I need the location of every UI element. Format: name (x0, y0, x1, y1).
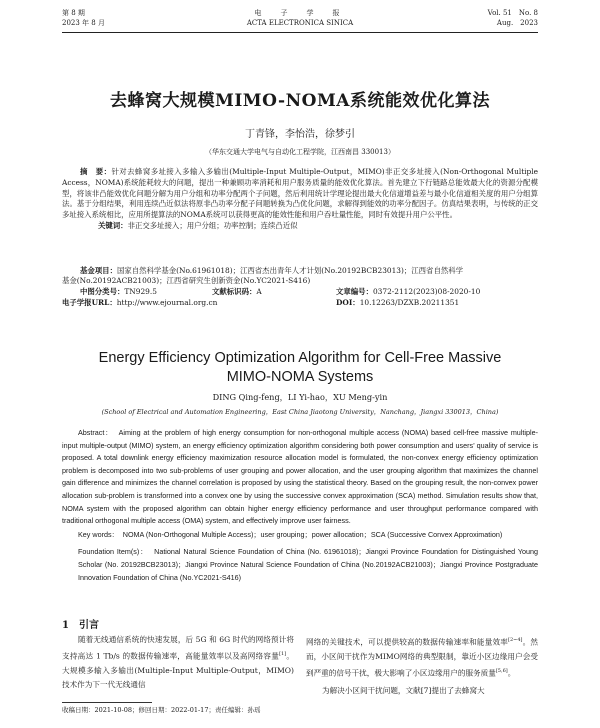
foundation-en (78, 546, 538, 584)
keywords-en-text: NOMA (Non-Orthogonal Multiple Access)；user grouping；power allocation；SCA (Successive Convex Approximation) (122, 529, 503, 539)
intro-text-1: 随着无线通信系统的快速发展，后 5G 和 6G 时代的网络预计将支持高达 1 Tb/s 的数据传输速率，高能量效率以及高网络容量 (62, 635, 294, 661)
clc-label: 中图分类号： (80, 287, 125, 296)
footnote-rule (62, 702, 152, 703)
volume: Vol. 51 No. 8 (487, 9, 538, 17)
intro-text-3: 网络的关键技术，可以提供较高的数据传输速率和能量效率 (306, 637, 509, 647)
abstract-en-label: Abstract： (78, 428, 114, 437)
doi-label: DOI： (336, 298, 360, 307)
url-label: 电子学报URL： (62, 298, 117, 307)
doc-code-label: 文献标识码： (212, 287, 257, 296)
intro-text-4: 。然而，小区间干扰作为MIMO网络的典型限制，靠近小区边缘用户会受到严重的信号干扰，极大影响了小区边缘用户的服务质量 (306, 637, 539, 678)
running-header (62, 8, 538, 32)
fund-label: 基金项目： (80, 266, 117, 275)
keywords-cn (80, 221, 538, 232)
doc-code-value: A (256, 287, 262, 296)
doi-line (336, 298, 459, 308)
header-right (488, 8, 538, 28)
keywords-en-label: Key words： (78, 529, 119, 539)
header-rule (62, 32, 538, 33)
intro-paragraph-2: 为解决小区间干扰问题，文献[7]提出了去蜂窝大 (322, 686, 485, 696)
abstract-cn (62, 167, 538, 232)
title-en-line-2: MIMO-NOMA Systems (226, 369, 374, 385)
article-no-line (336, 287, 480, 297)
abstract-cn-label: 摘 要： (80, 167, 112, 176)
keywords-en (78, 529, 538, 542)
intro-text-5: 。 (507, 668, 516, 678)
abstract-en-text: Aiming at the problem of high energy consumption for non-orthogonal multiple access (NOMA) based cell-free massive multiple-input multiple-output (MIMO) system, an energy efficiency optimization algorithm considering both power consumption and users’ quality of service is proposed. A total downlink energy efficiency maximization resource allocation model is formulated, the non-convex energy efficiency optimization problem is decomposed into two sub-problems of user grouping and power allocation, and the user grouping algorithm that maximizes the channel gain difference and minimizes the channel correlation is proposed by using the statistical theory. Based on the grouping result, the non-convex power allocation sub-problem is transformed into a convex one by using the successive convex approximation (SCA) method. Simulation results show that, NOMA system with the proposed algorithm can obtain higher energy efficiency performance and user throughput performance compared with traditional orthogonal multiple access (OMA) system, and effectively improve user fairness. (62, 428, 538, 526)
doi-value[interactable]: 10.12263/DZXB.20211351 (359, 298, 460, 307)
keywords-cn-label: 关键词： (98, 220, 128, 230)
journal-name-cn: 电 子 学 报 (254, 9, 346, 17)
fund-line-2 (62, 276, 310, 286)
title-en-line-1: Energy Efficiency Optimization Algorithm for Cell-Free Massive (98, 350, 502, 366)
intro-text-2: 。大规模多输入多输出(Multiple-Input Multiple-Output，MIMO)技术作为下一代无线通信 (62, 651, 295, 689)
fund-text-1: 国家自然科学基金(No.61961018)；江西省杰出青年人才计划(No.20192BCB23013)；江西省自然科学 (116, 266, 464, 275)
section-1-heading: 1 引言 (62, 620, 99, 631)
clc-line (80, 287, 157, 297)
abstract-en (62, 427, 538, 584)
abstract-cn-paragraph (62, 167, 538, 221)
affiliation-en: (School of Electrical and Automation Engineering，East China Jiaotong University，Nanchang，Jiangxi 330013，China) (101, 408, 499, 416)
journal-url[interactable]: http://www.ejournal.org.cn (116, 298, 218, 307)
intro-paragraph-1 (62, 633, 294, 692)
footnote: 收稿日期：2021-10-08；修回日期：2022-01-17；责任编辑：孙瑶 (62, 706, 261, 714)
fund-text-2: 基金(No.20192ACB21003)；江西省研究生创新资金(No.YC2021-S416) (62, 276, 311, 285)
foundation-en-text: National Natural Science Foundation of China (No. 61961018)；Jiangxi Province Foundation for Distinguished Young Scholar (No. 20192BCB23013)；Jiangxi Province Natural Science Foundation of China (No.20192ACB21003)；Jiangxi Province Postgraduate Innovation Foundation of China (No.YC2021-S416) (78, 547, 538, 582)
date-cn: 2023 年 8 月 (62, 19, 105, 27)
citation-2-4[interactable]: [2~4] (508, 637, 523, 643)
fund-line-1 (80, 266, 463, 276)
header-center (62, 8, 538, 28)
foundation-en-label: Foundation Item(s)： (78, 547, 149, 557)
abstract-en-paragraph (62, 427, 538, 528)
article-no-label: 文章编号： (336, 287, 373, 296)
keywords-cn-text: 非正交多址接入；用户分组；功率控制；连续凸近似 (127, 220, 298, 230)
title-en (40, 349, 560, 387)
intro-paragraph-1-cont (306, 633, 538, 680)
body-column-right (306, 633, 538, 698)
issue-cn: 第 8 期 (62, 9, 85, 17)
clc-value: TN929.5 (124, 287, 157, 296)
article-no-value: 0372-2112(2023)08-2020-10 (372, 287, 481, 296)
journal-name-en: ACTA ELECTRONICA SINICA (246, 19, 354, 27)
title-cn: 去蜂窝大规模MIMO-NOMA系统能效优化算法 (110, 91, 490, 111)
affiliation-cn: （华东交通大学电气与自动化工程学院，江西南昌 330013） (205, 148, 395, 156)
url-line (62, 298, 217, 308)
abstract-cn-text: 针对去蜂窝多址接入多输入多输出(Multiple-Input Multiple-Output，MIMO)非正交多址接入(Non-Orthogonal Multiple Access，NOMA)系统能耗较大的问题，提出一种兼顾功率消耗和用户服务质量的能效优化算法。首先建立下行链路总能效最大化的资源分配模型，将该非凸能效优化问题分解为用户分组和功率分配两个子问题，然后利用统计学理论提出最大化信道增益差与最小化信道相关度的用户分组算法。基于分组结果，利用连续凸近似法将原非凸功率分配子问题转换为凸优化问题，求解得到能效的功率分配因子。仿真结果表明，与传统的正交多址接入系统相比，应用所提算法的NOMA系统可以获得更高的能效性能和用户吞吐量性能，同时有效提升用户公平性。 (62, 167, 538, 220)
citation-5-6[interactable]: [5,6] (495, 667, 508, 674)
authors-cn: 丁青锋，李怡浩，徐梦引 (245, 129, 355, 140)
authors-en: DING Qing-feng，LI Yi-hao，XU Meng-yin (212, 392, 388, 402)
citation-1[interactable]: [1] (279, 651, 287, 657)
doc-code-line (212, 287, 262, 297)
body-column-left (62, 633, 294, 692)
date-en: Aug. 2023 (496, 19, 538, 27)
